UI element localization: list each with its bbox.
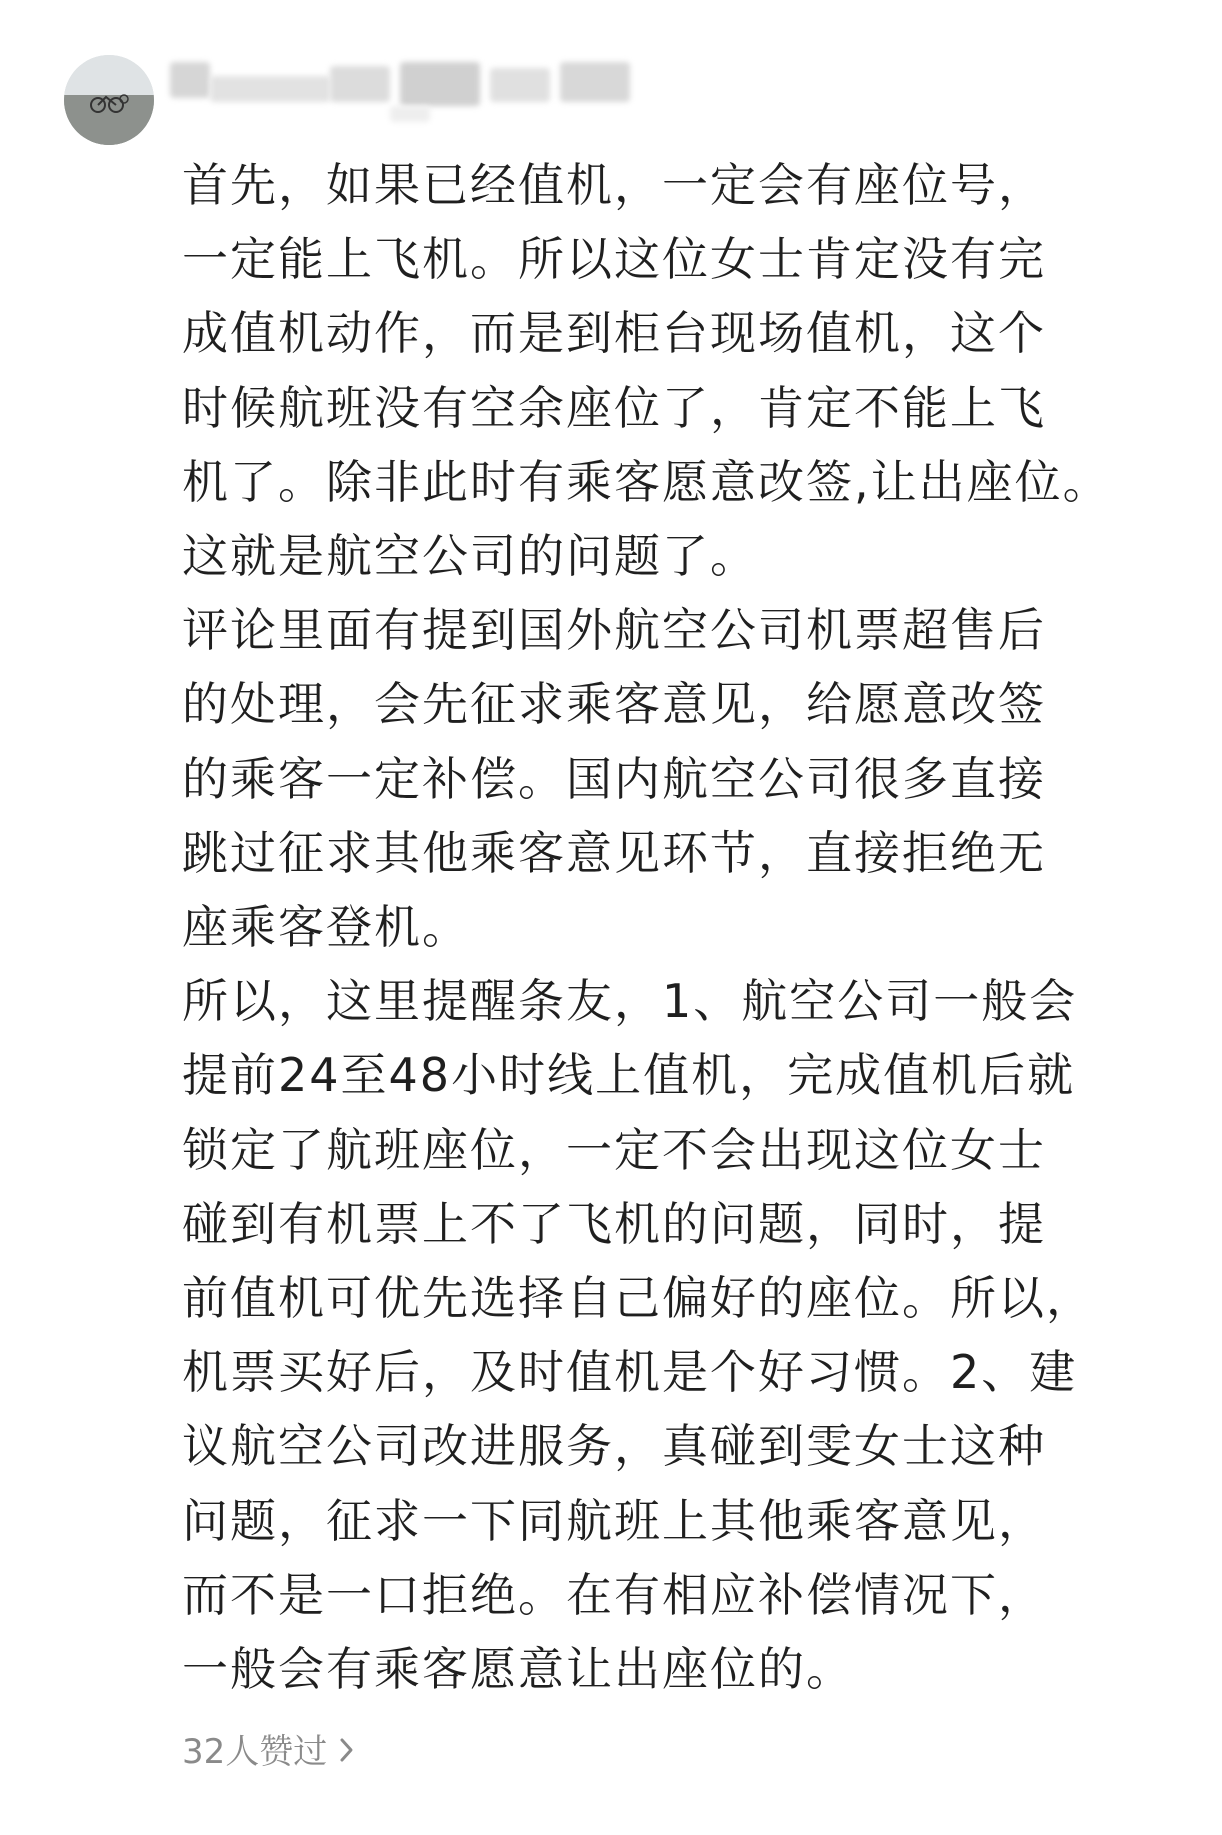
comment-paragraph-2 <box>182 593 1172 964</box>
comment-text <box>182 148 1172 1706</box>
comment-paragraph-3 <box>182 964 1172 1706</box>
text-line: 而不是一口拒绝。在有相应补偿情况下， <box>182 1567 1046 1622</box>
text-line: 前值机可优先选择自己偏好的座位。所以， <box>182 1271 1094 1326</box>
avatar-image <box>64 55 154 145</box>
text-line: 一般会有乘客愿意让出座位的。 <box>182 1642 854 1697</box>
text-line: 碰到有机票上不了飞机的问题，同时，提 <box>182 1196 1046 1251</box>
text-line: 机了。除非此时有乘客愿意改签,让出座位。 <box>182 454 1111 509</box>
text-line: 机票买好后，及时值机是个好习惯。2、建 <box>182 1345 1078 1400</box>
text-line: 首先，如果已经值机，一定会有座位号， <box>182 158 1046 212</box>
text-line: 评论里面有提到国外航空公司机票超售后 <box>182 603 1046 658</box>
likes-link[interactable] <box>182 1730 355 1774</box>
text-line: 锁定了航班座位，一定不会出现这位女士 <box>182 1122 1046 1177</box>
text-line: 所以，这里提醒条友，1、航空公司一般会 <box>182 974 1078 1029</box>
likes-count: 32人赞过 <box>182 1732 328 1772</box>
text-line: 一定能上飞机。所以这位女士肯定没有完 <box>182 232 1046 287</box>
text-line: 这就是航空公司的问题了。 <box>182 529 758 584</box>
text-line: 成值机动作，而是到柜台现场值机，这个 <box>182 306 1046 361</box>
text-line: 座乘客登机。 <box>182 900 470 955</box>
text-line: 的处理，会先征求乘客意见，给愿意改签 <box>182 677 1046 732</box>
text-line: 时候航班没有空余座位了，肯定不能上飞 <box>182 380 1046 435</box>
text-line: 的乘客一定补偿。国内航空公司很多直接 <box>182 751 1046 806</box>
text-line: 议航空公司改进服务，真碰到雯女士这种 <box>182 1419 1046 1474</box>
username-blurred[interactable] <box>170 62 640 122</box>
text-line: 跳过征求其他乘客意见环节，直接拒绝无 <box>182 825 1046 880</box>
comment-paragraph-1 <box>182 148 1172 593</box>
chevron-right-icon <box>339 1730 355 1774</box>
text-line: 提前24至48小时线上值机，完成值机后就 <box>182 1048 1076 1103</box>
avatar[interactable] <box>64 55 154 145</box>
text-line: 问题，征求一下同航班上其他乘客意见， <box>182 1493 1046 1548</box>
